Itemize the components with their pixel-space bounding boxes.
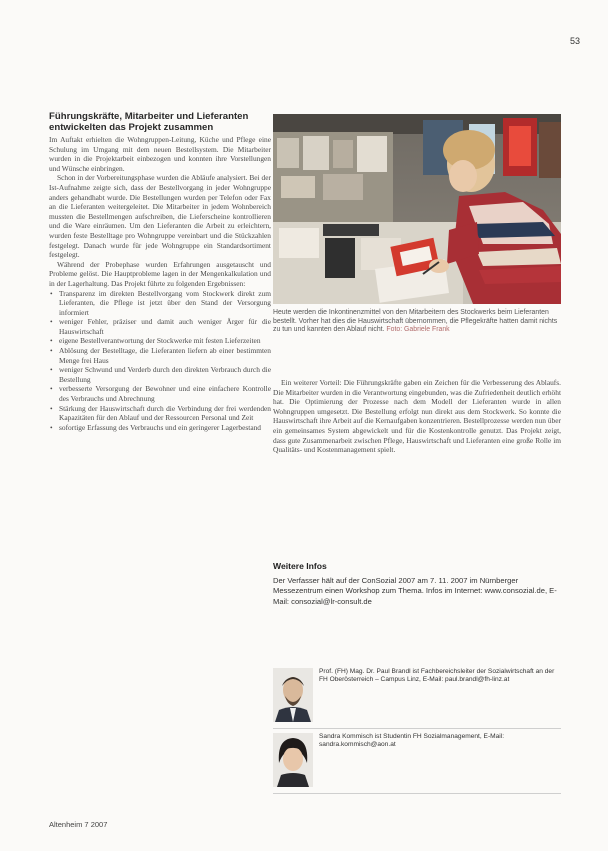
article-photo <box>273 114 561 304</box>
caption-text: Heute werden die Inkontinenzmittel von den Mitarbeitern des Stockwerks beim Lieferanten bestellt. Vorher hat dies die Hauswirtschaft übernommen, die Pflegekräfte hatten damit nichts zu tun und kannten den Ablauf nicht. <box>273 309 558 334</box>
article-column-left <box>49 135 271 432</box>
list-item: • weniger Fehler, präziser und damit auch weniger Ärger für die Hauswirtschaft <box>59 317 271 336</box>
photo-illustration <box>273 114 561 304</box>
page-footer: Altenheim 7 2007 <box>49 820 108 829</box>
body-paragraph: Ein weiterer Vorteil: Die Führungskräfte gaben ein Zeichen für die Verbesserung des Ablaufs. Die Mitarbeiter wurden in die Verantwortung eingebunden, was die Zufriedenheit deutlich erhöht hat. Die Optimierung der Prozesse nach dem Modell der Lieferanten wurde in allen Wohngruppen umgesetzt. Die Bestellung erfolgt nun direkt aus dem Stockwerk. So konnte die Hauswirtschaft ihre Arbeit auf die Kernaufgaben konzentrieren. Bestellprozesse werden nun über ein gemeinsames System abgewickelt und für die Kostenkontrolle genutzt. Das Projekt zeigt, dass gute Zusammenarbeit zwischen Pflege, Hauswirtschaft und Lieferanten eine große Rolle im Qualitäts- und Kostenmanagement spielt. <box>273 378 562 455</box>
info-heading: Weitere Infos <box>273 561 327 571</box>
article-heading: Führungskräfte, Mitarbeiter und Lieferanten entwickelten das Projekt zusammen <box>49 111 249 133</box>
body-paragraph: Während der Probephase wurden Erfahrungen ausgetauscht und Probleme gelöst. Die Hauptprobleme lagen in der Mengenkalkulation und in der Lagerhaltung. Das Projekt führte zu folgenden Ergebnissen: <box>49 259 271 288</box>
list-item: • sofortige Erfassung des Verbrauchs und ein geringerer Lagerbestand <box>59 423 271 433</box>
info-text: Der Verfasser hält auf der ConSozial 2007 am 7. 11. 2007 im Nürnberger Messezentrum einen Workshop zum Thema. Infos im Internet: www.consozial.de, E-Mail: consozial@lr-consult.de <box>273 576 557 606</box>
author-box <box>273 668 561 729</box>
author-bio: Prof. (FH) Mag. Dr. Paul Brandl ist Fachbereichsleiter der Sozialwirtschaft an der FH Oberösterreich – Campus Linz, E-Mail: paul.brandl@fh-linz.at <box>319 668 555 684</box>
list-item: • verbesserte Versorgung der Bewohner und eine einfachere Kontrolle des Verbrauchs und Abrechnung <box>59 384 271 403</box>
list-item: • Stärkung der Hauswirtschaft durch die Verbindung der frei werdenden Kapazitäten für den Ablauf und der Ressourcen Personal und Zeit <box>59 404 271 423</box>
photo-caption <box>273 309 561 335</box>
list-item: • eigene Bestellverantwortung der Stockwerke mit festen Lieferzeiten <box>59 336 271 346</box>
list-item: • Transparenz im direkten Bestellvorgang vom Stockwerk direkt zum Lieferanten, die Pflege ist jetzt über den Stand der Versorgung informiert <box>59 289 271 318</box>
author-portrait <box>273 668 313 722</box>
divider <box>273 728 561 729</box>
page-number: 53 <box>570 36 581 46</box>
author-bio: Sandra Kommisch ist Studentin FH Sozialmanagement, E-Mail: sandra.kommisch@aon.at <box>319 733 505 749</box>
results-list <box>49 289 271 433</box>
body-paragraph: Schon in der Vorbereitungsphase wurden die Abläufe analysiert. Bei der Ist-Aufnahme zeigte sich, dass der Bestellvorgang in jeder Wohngruppe anders gehandhabt wurde. Die Bestellungen wurden per Telefon oder Fax an die Lieferanten weitergeleitet. Die Mitarbeiter in jedem Wohnbereich mussten die Bestellmengen aufschreiben, die Lieferscheine kontrollieren und die Ware einräumen. Um den Lieferanten die Arbeit zu erleichtern, wurden feste Bestelltage pro Wohngruppe vereinbart und die Stückzahlen festgelegt. Danach wurde für jede Wohngruppe ein Standardsortiment festgelegt. <box>49 173 271 260</box>
author-box <box>273 733 561 794</box>
photo-credit: Foto: Gabriele Frank <box>386 326 450 334</box>
list-item: • weniger Schwund und Verderb durch den direkten Verbrauch durch die Bestellung <box>59 365 271 384</box>
article-column-right <box>273 378 561 455</box>
author-portrait <box>273 733 313 787</box>
divider <box>273 793 561 794</box>
list-item: • Ablösung der Bestelltage, die Lieferanten liefern ab einer bestimmten Menge frei Haus <box>59 346 271 365</box>
body-paragraph: Im Auftakt erhielten die Wohngruppen-Leitung, Küche und Pflege eine Schulung im Umgang mit dem neuen Bestellsystem. Die Mitarbeiter wurden in die Projektarbeit einbezogen und konnten ihre Vorstellungen und Wünsche einbringen. <box>49 135 271 173</box>
